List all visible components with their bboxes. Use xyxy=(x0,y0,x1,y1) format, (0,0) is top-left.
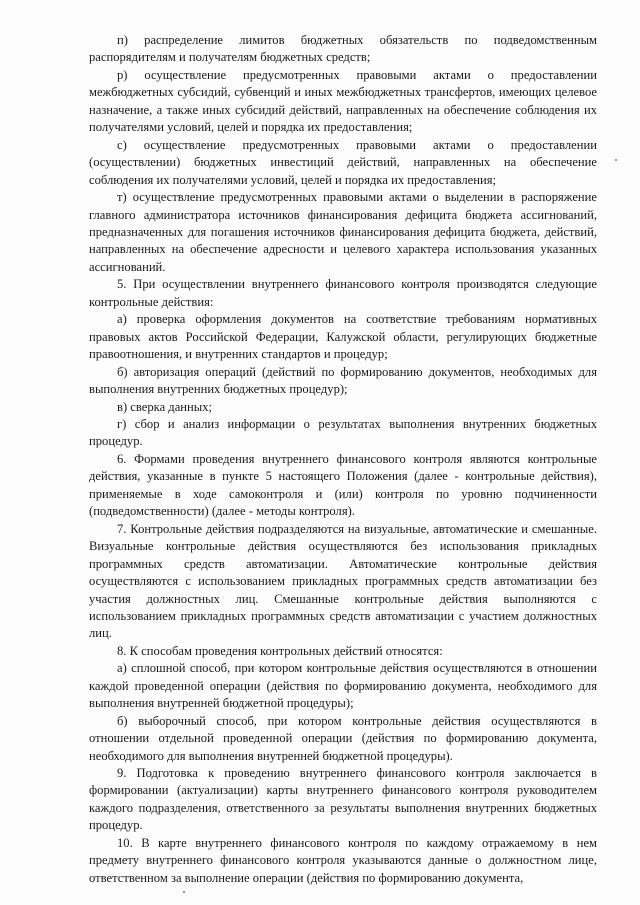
paragraph-5: 5. При осуществлении внутреннего финансового контроля производятся следующие контрольные действия: xyxy=(89,277,597,309)
paragraph-5a: а) проверка оформления документов на соответствие требованиям нормативных правовых актов Российской Федерации, Калужской области, регулирующих бюджетные правоотношения, и внутренних стандартов и процедур; xyxy=(89,312,597,362)
paragraph-t: т) осуществление предусмотренных правовыми актами о выделении в распоряжение главного администратора источников финансирования дефицита бюджета ассигнований, предназначенных для погашения источников финансирования дефицита бюджета, действий, направленных на обеспечение адресности и целевого характера использования указанных ассигнований. xyxy=(89,190,597,274)
paragraph-5g: г) сбор и анализ информации о результатах выполнения внутренних бюджетных процедур. xyxy=(89,416,597,449)
document-body xyxy=(89,32,597,887)
paragraph-5b: б) авторизация операций (действий по формированию документов, необходимых для выполнения внутренних бюджетных процедур); xyxy=(89,364,597,397)
paragraph-6: 6. Формами проведения внутреннего финансового контроля являются контрольные действия, указанные в пункте 5 настоящего Положения (далее - контрольные действия), применяемые в ходе самоконтроля и (или) контроля по уровню подчиненности (подведомственности) (далее - методы контроля). xyxy=(89,451,597,519)
paragraph-5v: в) сверка данных; xyxy=(117,399,213,414)
scan-speck xyxy=(615,159,617,161)
paragraph-9: 9. Подготовка к проведению внутреннего финансового контроля заключается в формировании (актуализации) карты внутреннего финансового контроля руководителем каждого подразделения, ответственного за результаты выполнения внутренних бюджетных процедур. xyxy=(89,766,597,833)
paragraph-r: р) осуществление предусмотренных правовыми актами о предоставлении межбюджетных субсидий, субвенций и иных межбюджетных трансфертов, имеющих целевое назначение, а также иных субсидий действий, направленных на обеспечение соблюдения их получателями условий, целей и порядка их предоставления; xyxy=(89,67,597,135)
paragraph-8b: б) выборочный способ, при котором контрольные действия осуществляются в отношении отдельной проведенной операции (действия по формированию документа, необходимого для выполнения внутренней бюджетной процедуры). xyxy=(89,713,597,763)
paragraph-8: 8. К способам проведения контрольных действий относятся: xyxy=(117,643,443,658)
paragraph-7: 7. Контрольные действия подразделяются на визуальные, автоматические и смешанные. Визуальные контрольные действия осуществляются без использования прикладных программных средств автоматизации. Автоматические контрольные действия осуществляются с использованием прикладных программных средств автоматизации без участия должностных лиц. Смешанные контрольные действия выполняются с использованием прикладных программных средств автоматизации с участием должностных лиц. xyxy=(89,521,597,641)
paragraph-s: с) осуществление предусмотренных правовыми актами о предоставлении (осуществлении) бюджетных инвестиций действий, направленных на обеспечение соблюдения их получателями условий, целей и порядка их предоставления; xyxy=(89,137,597,187)
scan-speck xyxy=(183,891,185,893)
paragraph-10: 10. В карте внутреннего финансового контроля по каждому отражаемому в нем предмету внутреннего финансового контроля указываются данные о должностном лице, ответственном за выполнение операции (действия по формированию документа, xyxy=(89,835,597,885)
paragraph-p: п) распределение лимитов бюджетных обязательств по подведомственным распорядителям и получателям бюджетных средств; xyxy=(89,33,597,65)
paragraph-8a: а) сплошной способ, при котором контрольные действия осуществляются в отношении каждой проведенной операции (действия по формированию документа, необходимого для выполнения внутренней бюджетной процедуры); xyxy=(89,661,597,711)
